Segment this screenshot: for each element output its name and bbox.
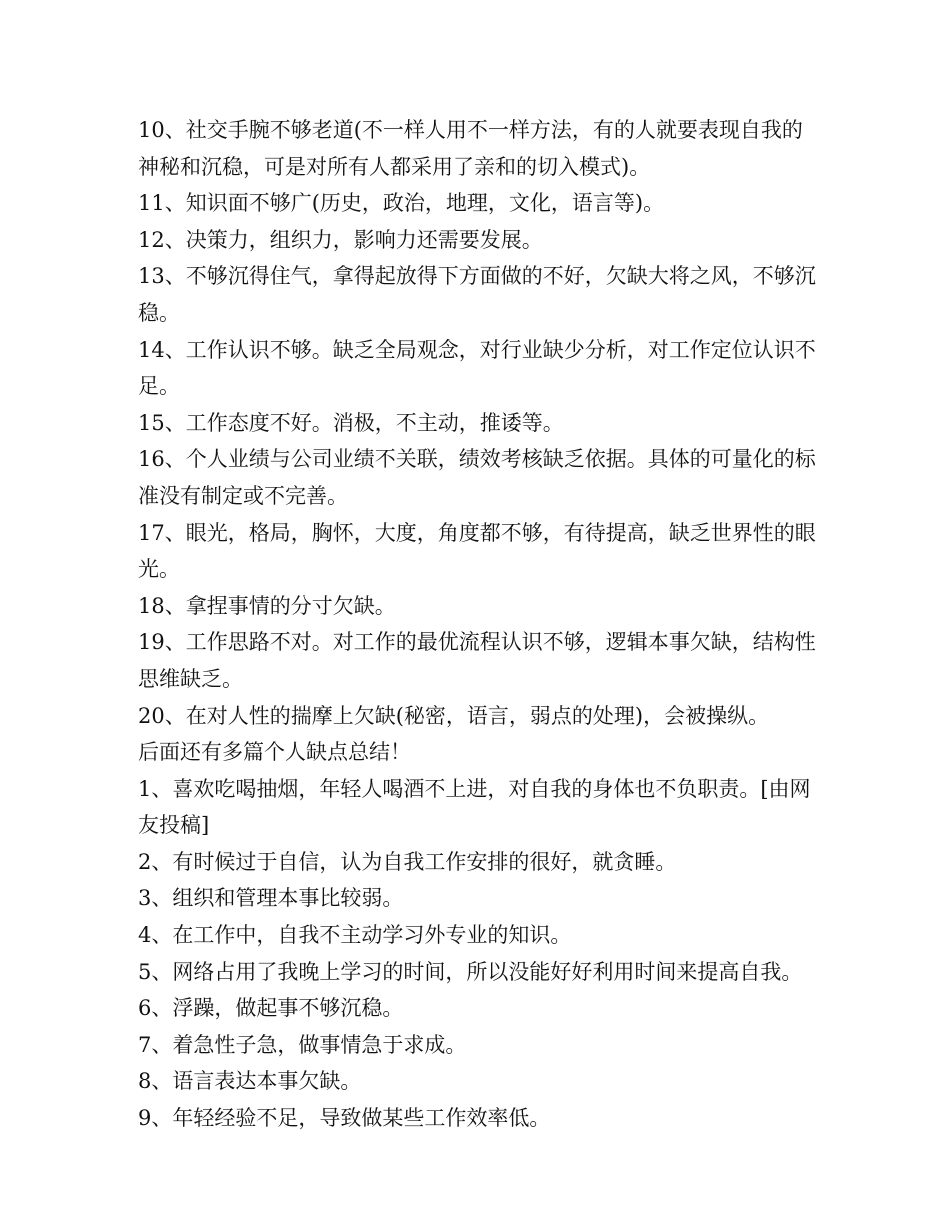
- paragraph-item-13: 13、不够沉得住气，拿得起放得下方面做的不好，欠缺大将之风，不够沉稳。: [138, 264, 816, 325]
- paragraph-item-14: 14、工作认识不够。缺乏全局观念，对行业缺少分析，对工作定位认识不足。: [138, 337, 816, 399]
- paragraph-item-6: 6、浮躁，做起事不够沉稳。: [138, 996, 404, 1021]
- paragraph-item-2: 2、有时候过于自信，认为自我工作安排的很好，就贪睡。: [138, 849, 677, 874]
- paragraph-item-9: 9、年轻经验不足，导致做某些工作效率低。: [138, 1106, 551, 1131]
- paragraph-item-3: 3、组织和管理本事比较弱。: [138, 886, 404, 911]
- paragraph-item-12: 12、决策力，组织力，影响力还需要发展。: [138, 227, 543, 252]
- paragraph-item-17: 17、眼光，格局，胸怀，大度，角度都不够，有待提高，缺乏世界性的眼光。: [138, 520, 816, 582]
- paragraph-item-20: 20、在对人性的揣摩上欠缺(秘密，语言，弱点的处理)，会被操纵。: [138, 703, 770, 728]
- paragraph-item-8: 8、语言表达本事欠缺。: [138, 1069, 362, 1094]
- section-note: 后面还有多篇个人缺点总结！: [138, 740, 411, 765]
- paragraph-item-10: 10、社交手腕不够老道(不一样人用不一样方法，有的人就要表现自我的神秘和沉稳，可是对所有人都采用了亲和的切入模式)。: [138, 118, 803, 179]
- paragraph-item-16: 16、个人业绩与公司业绩不关联，绩效考核缺乏依据。具体的可量化的标准没有制定或不完善。: [138, 447, 816, 508]
- paragraph-item-7: 7、着急性子急，做事情急于求成。: [138, 1032, 467, 1057]
- paragraph-item-1: 1、喜欢吃喝抽烟，年轻人喝酒不上进，对自我的身体也不负职责。[由网友投稿]: [138, 776, 811, 838]
- paragraph-item-5: 5、网络占用了我晚上学习的时间，所以没能好好利用时间来提高自我。: [138, 959, 803, 984]
- paragraph-item-19: 19、工作思路不对。对工作的最优流程认识不够，逻辑本事欠缺，结构性思维缺乏。: [138, 630, 816, 691]
- paragraph-item-11: 11、知识面不够广(历史，政治，地理，文化，语言等)。: [138, 191, 665, 216]
- document-body: [138, 112, 818, 1137]
- paragraph-item-4: 4、在工作中，自我不主动学习外专业的知识。: [138, 923, 572, 948]
- paragraph-item-18: 18、拿捏事情的分寸欠缺。: [138, 593, 396, 618]
- paragraph-item-15: 15、工作态度不好。消极，不主动，推诿等。: [138, 410, 564, 435]
